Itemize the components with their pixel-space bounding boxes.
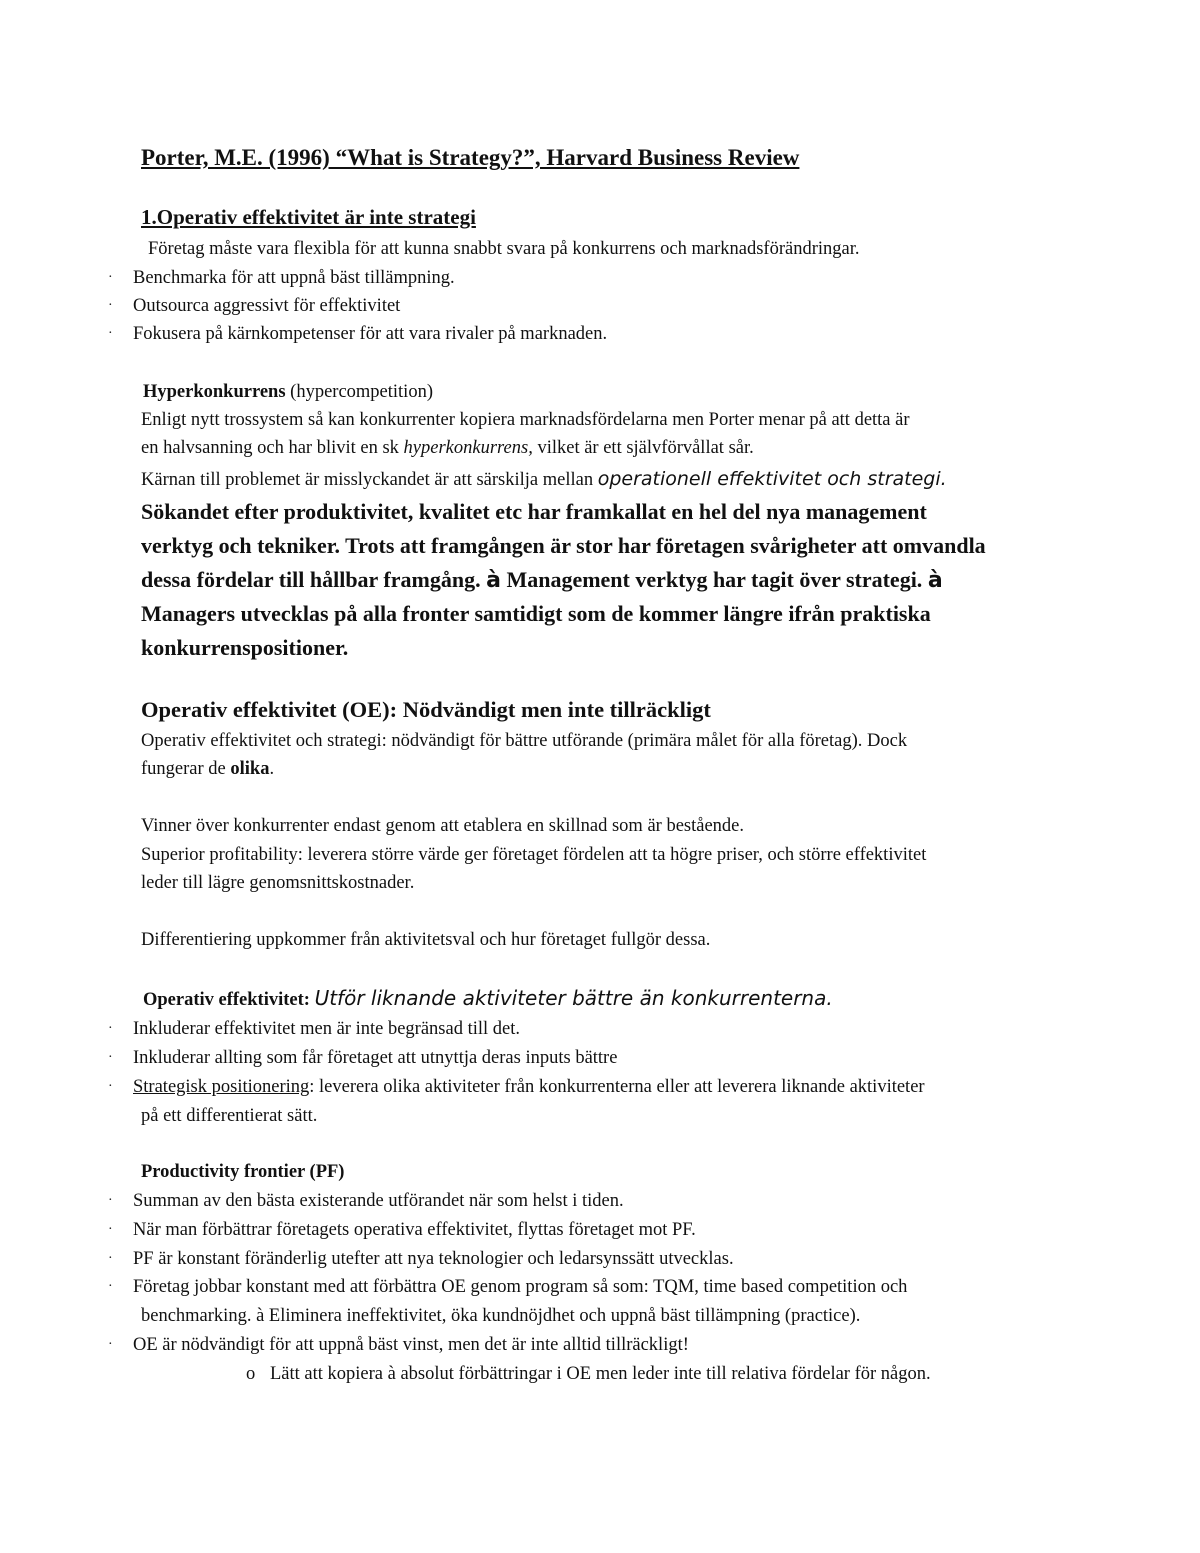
text-run: en halvsanning och har blivit en sk [141, 438, 404, 458]
pf-heading [141, 1160, 344, 1184]
section1-intro: Företag måste vara flexibla för att kunna snabbt svara på konkurrens och marknadsförändringar. [148, 239, 860, 259]
oe-paragraph-line: Vinner över konkurrenter endast genom att etablera en skillnad som är bestående. [141, 816, 745, 836]
oe-paragraph-line: leder till lägre genomsnittskostnader. [141, 873, 415, 893]
bold-paragraph-line: konkurrenspositioner. [141, 635, 349, 660]
arrow-icon: à [486, 568, 501, 593]
text-run: . [269, 759, 275, 779]
bullet-marker: · [108, 1193, 113, 1208]
bullet-marker: · [108, 1021, 113, 1036]
list-item [133, 1075, 925, 1099]
bold-paragraph-line: Managers utvecklas på alla fronter samtidigt som de kommer längre ifrån praktiska [141, 601, 931, 626]
bullet-marker: · [108, 270, 113, 285]
list-item: PF är konstant föränderlig utefter att nya teknologier och ledarsynssätt utvecklas. [133, 1249, 734, 1269]
text-run: Management verktyg har tagit över strategi. [500, 567, 928, 592]
sub-list-item: Lätt att kopiera à absolut förbättringar i OE men leder inte till relativa fördelar för någon. [270, 1364, 931, 1384]
list-item: Inkluderar allting som får företaget att utnyttja deras inputs bättre [133, 1048, 618, 1068]
text-run: Kärnan till problemet är misslyckandet är att särskilja mellan [141, 470, 598, 490]
section-heading-1: 1.Operativ effektivitet är inte strategi [141, 205, 476, 229]
hyper-term-en: (hypercompetition) [290, 382, 433, 402]
oe-paragraph-line: Superior profitability: leverera större värde ger företaget fördelen att ta högre priser, och större effektivitet [141, 845, 927, 865]
bullet-marker: · [108, 1050, 113, 1065]
oe-paragraph-line [141, 757, 274, 781]
sub-bullet-marker: o [246, 1364, 256, 1384]
bullet-marker: · [108, 1279, 113, 1294]
list-item: När man förbättrar företagets operativa effektivitet, flyttas företaget mot PF. [133, 1220, 696, 1240]
hyper-term: Hyperkonkurrens [143, 382, 286, 402]
core-problem-line [141, 467, 947, 492]
definition-label: Operativ effektivitet: [143, 990, 310, 1010]
text-run: vilket är ett självförvållat sår. [532, 438, 754, 458]
list-item: OE är nödvändigt för att uppnå bäst vinst, men det är inte alltid tillräckligt! [133, 1335, 689, 1355]
bullet-marker: · [108, 1251, 113, 1266]
list-item: Benchmarka för att uppnå bäst tillämpning. [133, 268, 455, 288]
text-run: dessa fördelar till hållbar framgång. [141, 567, 487, 592]
list-item-continuation: benchmarking. à Eliminera ineffektivitet, öka kundnöjdhet och uppnå bäst tillämpning (practice). [141, 1306, 861, 1326]
list-item: Outsourca aggressivt för effektivitet [133, 296, 401, 316]
pf-heading-text: Productivity frontier (PF) [141, 1162, 345, 1182]
bold-paragraph-line [141, 566, 943, 595]
hyper-paragraph-line [141, 436, 754, 460]
bullet-marker: · [108, 1222, 113, 1237]
definition-text: Utför liknande aktiviteter bättre än konkurrenterna. [314, 986, 833, 1010]
arrow-icon: à [927, 568, 943, 593]
list-item: Summan av den bästa existerande utförandet när som helst i tiden. [133, 1191, 624, 1211]
list-item: Företag jobbar konstant med att förbättra OE genom program så som: TQM, time based competition och [133, 1277, 908, 1297]
underlined-term: Strategisk positionering [133, 1077, 310, 1097]
section-heading-oe: Operativ effektivitet (OE): Nödvändigt men inte tillräckligt [141, 697, 711, 722]
bold-term: olika [230, 759, 270, 779]
italic-term: hyperkonkurrens, [403, 438, 533, 458]
text-run: fungerar de [141, 759, 231, 779]
bullet-marker: · [108, 1079, 113, 1094]
oe-definition [143, 986, 833, 1012]
bullet-marker: · [108, 298, 113, 313]
bullet-marker: · [108, 1337, 113, 1352]
oe-paragraph-line: Differentiering uppkommer från aktivitetsval och hur företaget fullgör dessa. [141, 930, 711, 950]
text-run: : leverera olika aktiviteter från konkurrenterna eller att leverera liknande aktiviteter [309, 1077, 925, 1097]
list-item: Fokusera på kärnkompetenser för att vara rivaler på marknaden. [133, 324, 608, 344]
bold-paragraph-line: Sökandet efter produktivitet, kvalitet etc har framkallat en hel del nya management [141, 499, 927, 524]
document-title: Porter, M.E. (1996) “What is Strategy?”, Harvard Business Review [141, 145, 800, 170]
list-item: Inkluderar effektivitet men är inte begränsad till det. [133, 1019, 520, 1039]
bold-paragraph-line: verktyg och tekniker. Trots att framgången är stor har företagen svårigheter att omvandla [141, 533, 986, 558]
italic-term: operationell effektivitet och strategi. [597, 468, 947, 490]
list-item-continuation: på ett differentierat sätt. [141, 1106, 318, 1126]
bullet-marker: · [108, 326, 113, 341]
hyper-heading [143, 380, 433, 404]
oe-paragraph-line: Operativ effektivitet och strategi: nödvändigt för bättre utförande (primära målet för alla företag). Dock [141, 731, 908, 751]
hyper-paragraph-line: Enligt nytt trossystem så kan konkurrenter kopiera marknadsfördelarna men Porter menar på att detta är [141, 410, 910, 430]
